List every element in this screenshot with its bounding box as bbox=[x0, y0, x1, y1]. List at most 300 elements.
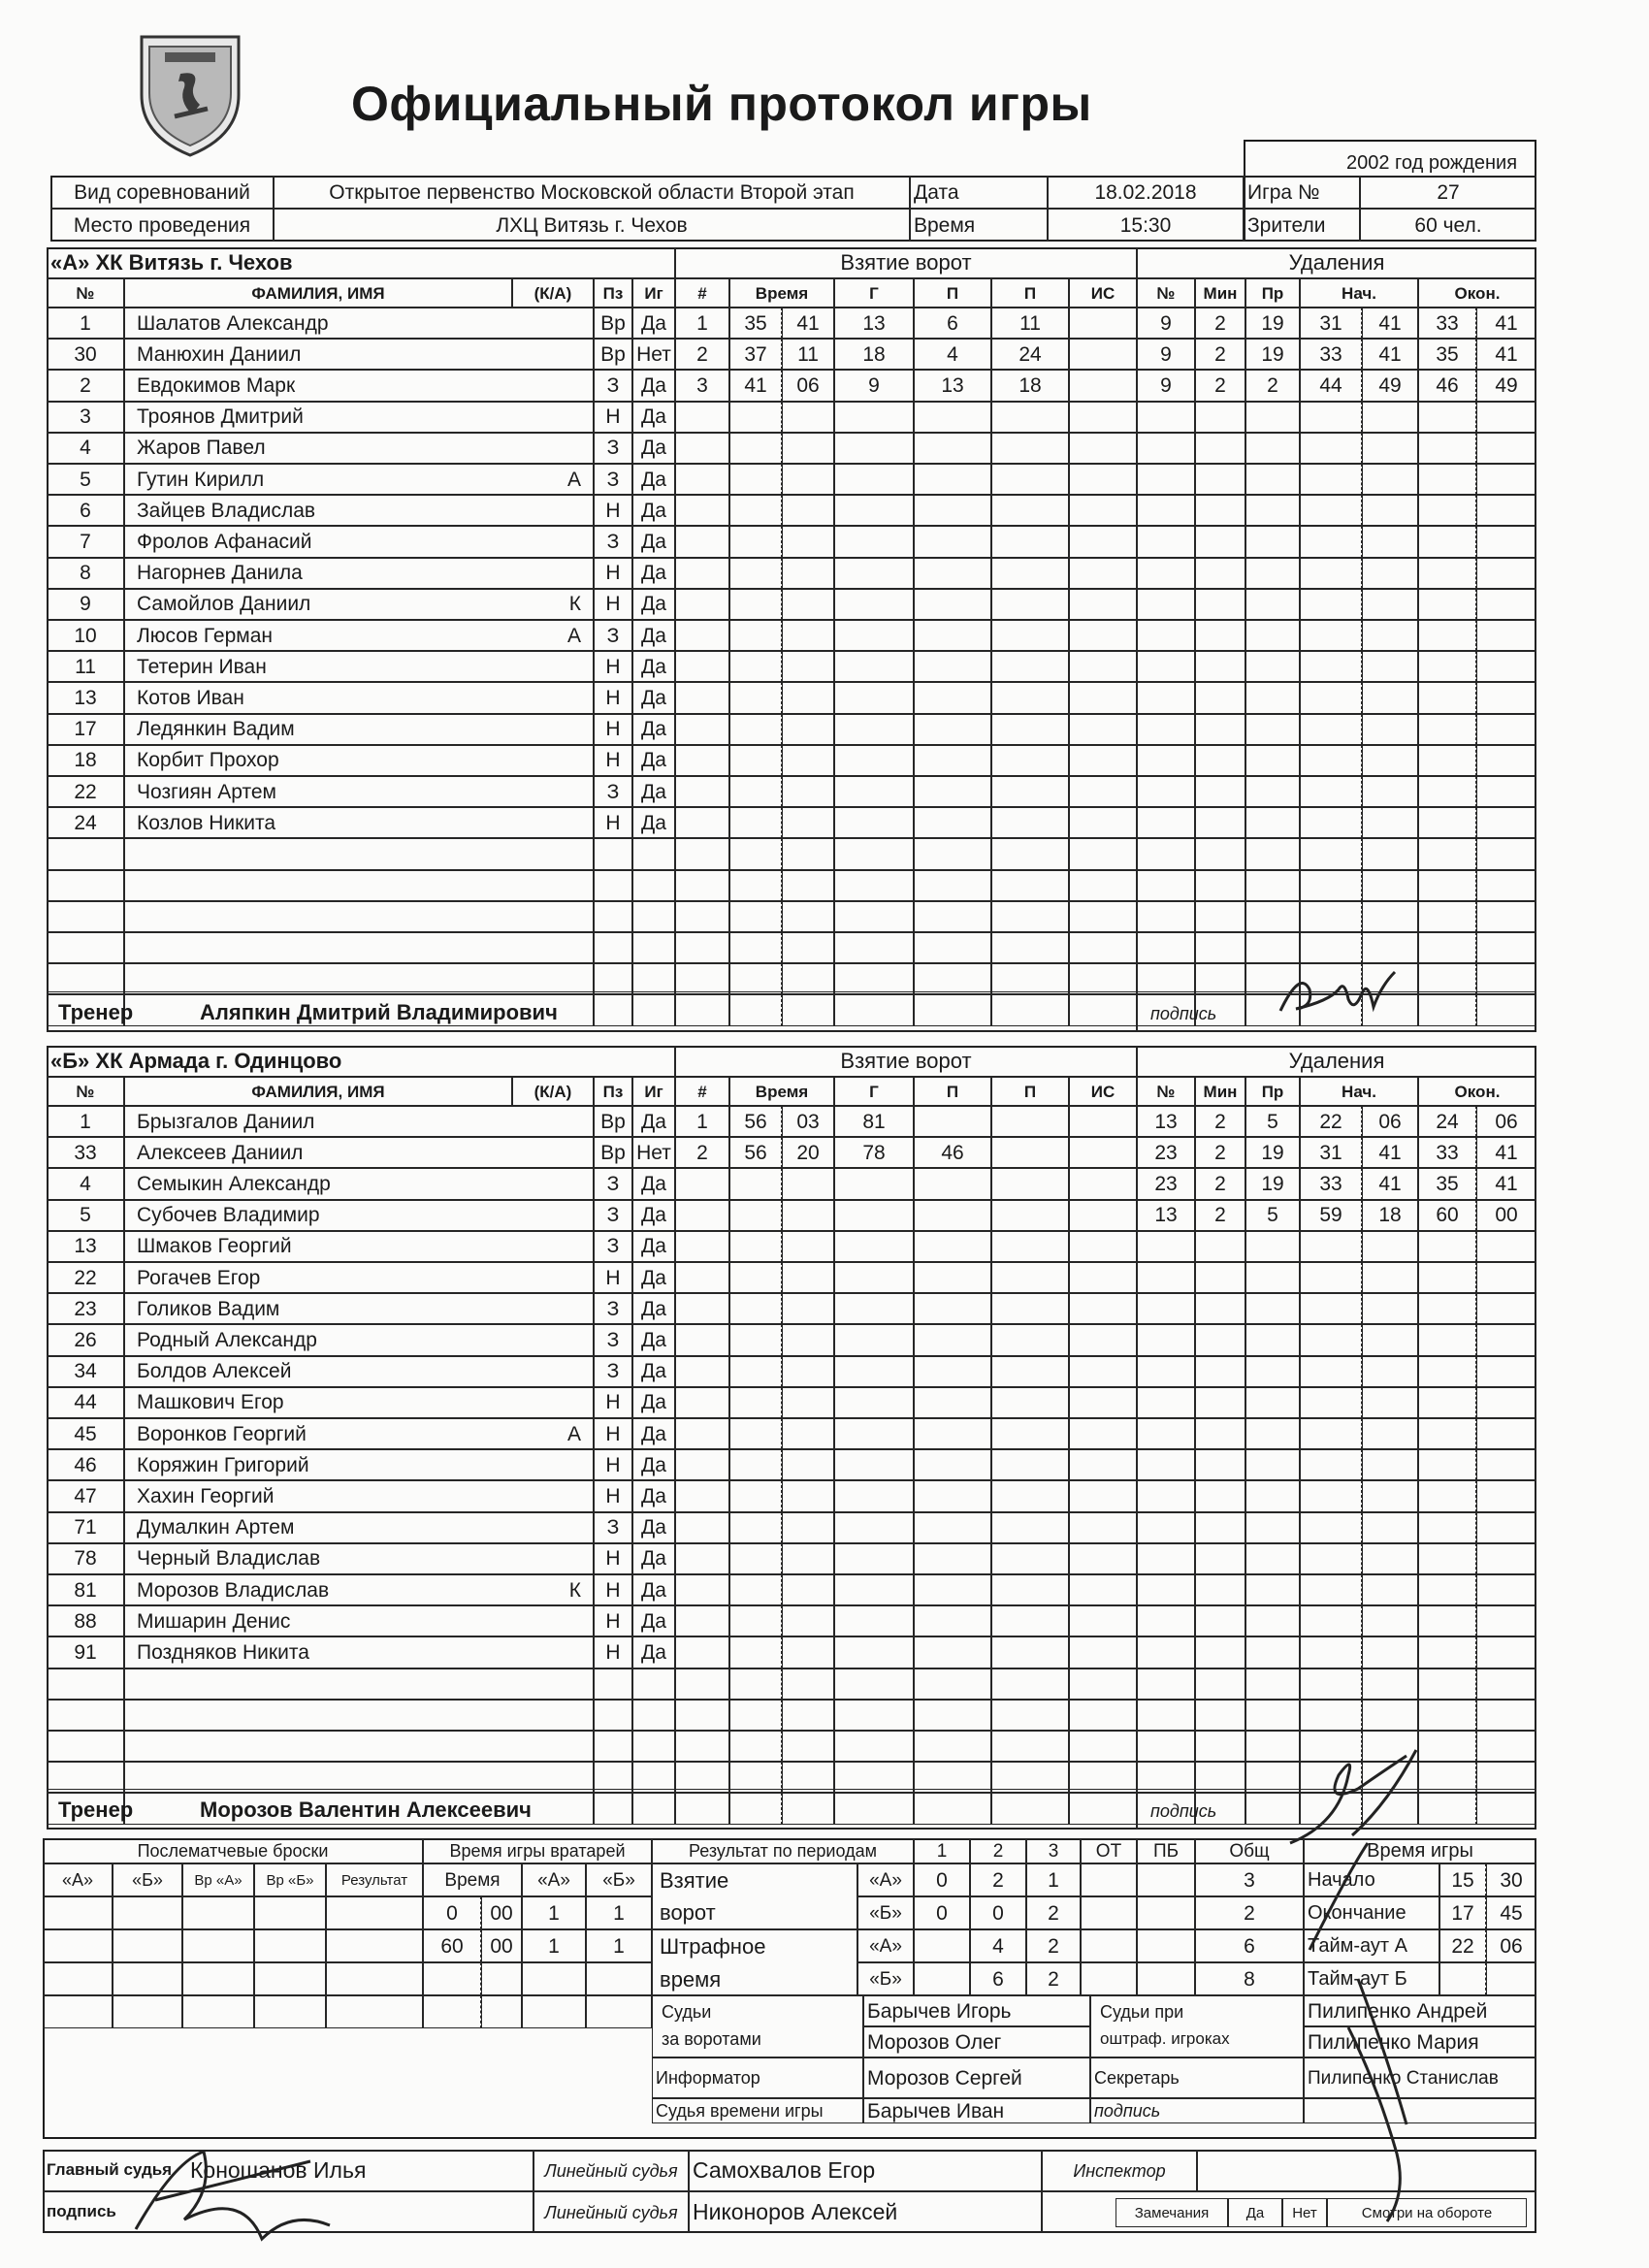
team_b-goal-assist-1 bbox=[914, 1574, 991, 1605]
team_a-pen-end-sec bbox=[1476, 963, 1536, 994]
team_a-pen-end-min bbox=[1418, 464, 1476, 495]
team_a-player-row-played: Да bbox=[632, 526, 675, 557]
team_a-pen-end-min bbox=[1418, 433, 1476, 464]
signature-main-referee bbox=[97, 2132, 369, 2249]
team_a-pen-reason bbox=[1245, 807, 1300, 838]
team_a-goal-situation bbox=[1069, 526, 1137, 557]
team_a-pen-end-sec bbox=[1476, 745, 1536, 776]
team_a-pen-player bbox=[1137, 901, 1195, 932]
team_b-pen-minutes bbox=[1195, 1262, 1245, 1293]
team_b-goal-number bbox=[675, 1605, 729, 1636]
team_b-pen-end-min bbox=[1418, 1231, 1476, 1262]
shootout-cell bbox=[254, 1896, 326, 1929]
team_b-pen-start-min: 33 bbox=[1300, 1168, 1362, 1199]
team_a-player-row-name bbox=[124, 901, 594, 932]
team_a-goal-second bbox=[782, 558, 834, 589]
team_b-goal-second bbox=[782, 1324, 834, 1355]
team_b-pen-minutes bbox=[1195, 1731, 1245, 1762]
team_a-player-row-name bbox=[124, 838, 594, 869]
team_a-goal-assist-2 bbox=[991, 402, 1069, 433]
team_b-goal-situation bbox=[1069, 1605, 1137, 1636]
team_a-player-row-number: 1 bbox=[47, 308, 124, 339]
team_a-goal-situation bbox=[1069, 651, 1137, 682]
team_a-pen-start-min bbox=[1300, 714, 1362, 745]
periods-team-label: «А» bbox=[857, 1863, 914, 1896]
team_b-player-row-played: Нет bbox=[632, 1137, 675, 1168]
team_b-player-row-name: Черный Владислав bbox=[124, 1543, 594, 1574]
team_b-pen-end-min bbox=[1418, 1293, 1476, 1324]
team_a-player-row-number: 3 bbox=[47, 402, 124, 433]
team_b-goal-number bbox=[675, 1574, 729, 1605]
team_a-player-row-position: З bbox=[594, 526, 632, 557]
team_b-goal-minute bbox=[729, 1231, 782, 1262]
team_a-goal-assist-2 bbox=[991, 526, 1069, 557]
team_b-player-row-number: 47 bbox=[47, 1480, 124, 1511]
team_b-pen-end-sec bbox=[1476, 1356, 1536, 1387]
team_a-goal-scorer bbox=[834, 620, 914, 651]
team_a-player-row-name: Котов Иван bbox=[124, 682, 594, 713]
team_b-pen-end-min: 35 bbox=[1418, 1168, 1476, 1199]
shootout-cell bbox=[43, 1995, 113, 2028]
team_a-pen-minutes bbox=[1195, 620, 1245, 651]
team_a-player-row-played bbox=[632, 901, 675, 932]
team_a-goal-situation bbox=[1069, 682, 1137, 713]
team_a-pen-end-sec bbox=[1476, 558, 1536, 589]
game-time-label: Окончание bbox=[1304, 1896, 1439, 1929]
team_b-col-goal-time: Время bbox=[729, 1077, 834, 1106]
team_a-player-row-number: 8 bbox=[47, 558, 124, 589]
team_a-goal-assist-2 bbox=[991, 558, 1069, 589]
team_a-player-row-played bbox=[632, 932, 675, 963]
team_a-goal-assist-1 bbox=[914, 963, 991, 994]
team_b-goal-situation bbox=[1069, 1449, 1137, 1480]
team_a-player-row-position bbox=[594, 838, 632, 869]
team_b-player-row-position: З bbox=[594, 1324, 632, 1355]
team_a-pen-minutes bbox=[1195, 433, 1245, 464]
shootout-title: Послематчевые броски bbox=[43, 1838, 423, 1863]
team_a-player-row-position bbox=[594, 870, 632, 901]
team_a-pen-start-min bbox=[1300, 433, 1362, 464]
team_b-player-row-position: З bbox=[594, 1231, 632, 1262]
team_a-player-row-name: Корбит Прохор bbox=[124, 745, 594, 776]
team_a-pen-start-sec bbox=[1362, 558, 1418, 589]
team_b-goal-assist-2 bbox=[991, 1543, 1069, 1574]
goalie-time-cell: 1 bbox=[586, 1896, 652, 1929]
team_b-goal-situation bbox=[1069, 1106, 1137, 1137]
team_a-player-row-number: 10 bbox=[47, 620, 124, 651]
team_b-pen-minutes bbox=[1195, 1387, 1245, 1418]
team_a-pen-start-min bbox=[1300, 838, 1362, 869]
team_a-pen-start-sec bbox=[1362, 526, 1418, 557]
team_a-player-row-position bbox=[594, 932, 632, 963]
team_b-goal-assist-2 bbox=[991, 1387, 1069, 1418]
goalie-time-cell bbox=[481, 1962, 522, 1995]
team_b-goal-assist-1 bbox=[914, 1605, 991, 1636]
team_b-player-row-played: Да bbox=[632, 1574, 675, 1605]
team_b-goal-assist-1 bbox=[914, 1231, 991, 1262]
team_b-goal-minute: 56 bbox=[729, 1106, 782, 1137]
team_b-goal-number bbox=[675, 1731, 729, 1762]
shootout-col-4: Результат bbox=[326, 1863, 423, 1896]
team_b-player-row-number: 4 bbox=[47, 1168, 124, 1199]
team_a-player-row-number: 9 bbox=[47, 589, 124, 620]
team_a-pen-start-min bbox=[1300, 901, 1362, 932]
team_a-goal-situation bbox=[1069, 807, 1137, 838]
team_a-player-row-name: Чозгиян Артем bbox=[124, 776, 594, 807]
team_b-goal-assist-1 bbox=[914, 1262, 991, 1293]
venue-label: Место проведения bbox=[50, 209, 274, 242]
remarks-no: Нет bbox=[1282, 2198, 1327, 2227]
periods-col-1: 2 bbox=[970, 1838, 1026, 1863]
team_b-goal-situation bbox=[1069, 1168, 1137, 1199]
team_a-pen-start-min bbox=[1300, 464, 1362, 495]
team_b-col-assist-2: П bbox=[991, 1077, 1069, 1106]
shootout-cell bbox=[326, 1962, 423, 1995]
team_b-pen-minutes bbox=[1195, 1449, 1245, 1480]
team_a-pen-minutes bbox=[1195, 714, 1245, 745]
team_b-col-pos: Пз bbox=[594, 1077, 632, 1106]
team_a-pen-end-sec bbox=[1476, 807, 1536, 838]
team_b-player-row-played: Да bbox=[632, 1543, 675, 1574]
team_a-goal-assist-1 bbox=[914, 870, 991, 901]
team_b-player-row-position bbox=[594, 1669, 632, 1700]
team_a-player-row-played: Да bbox=[632, 682, 675, 713]
team_a-player-row-name bbox=[124, 932, 594, 963]
team_b-player-row-position: З bbox=[594, 1512, 632, 1543]
team_a-goal-assist-2 bbox=[991, 589, 1069, 620]
team_a-goal-number bbox=[675, 558, 729, 589]
team_a-goal-situation bbox=[1069, 620, 1137, 651]
team_b-player-row-played: Да bbox=[632, 1512, 675, 1543]
goalie-time-col-a: «А» bbox=[522, 1863, 586, 1896]
team_b-player-row-number: 81 bbox=[47, 1574, 124, 1605]
team_b-pen-reason bbox=[1245, 1480, 1300, 1511]
team_a-pen-start-min: 31 bbox=[1300, 308, 1362, 339]
team_a-pen-end-min: 46 bbox=[1418, 370, 1476, 401]
team_b-goal-number: 1 bbox=[675, 1106, 729, 1137]
team_b-pen-minutes bbox=[1195, 1636, 1245, 1668]
team_b-goal-second bbox=[782, 1574, 834, 1605]
team_a-goal-assist-1 bbox=[914, 620, 991, 651]
goalie-time-cell bbox=[522, 1995, 586, 2028]
periods-pim-label: Штрафное bbox=[660, 1934, 766, 1959]
team_a-col-goal-num: # bbox=[675, 278, 729, 308]
shootout-cell bbox=[326, 1995, 423, 2028]
team_a-goal-minute bbox=[729, 807, 782, 838]
team_a-player-row-position: Н bbox=[594, 682, 632, 713]
team_b-goal-second bbox=[782, 1356, 834, 1387]
team_a-pen-start-min bbox=[1300, 870, 1362, 901]
team_a-team-name: «А» ХК Витязь г. Чехов bbox=[47, 247, 675, 278]
team_a-goal-number bbox=[675, 838, 729, 869]
team_a-col-no: № bbox=[47, 278, 124, 308]
team_b-goal-scorer bbox=[834, 1636, 914, 1668]
team_b-player-row-name: Думалкин Артем bbox=[124, 1512, 594, 1543]
team_b-pen-player bbox=[1137, 1293, 1195, 1324]
team_a-goal-assist-1 bbox=[914, 838, 991, 869]
team_a-pen-player bbox=[1137, 495, 1195, 526]
team_b-pen-start-sec bbox=[1362, 1356, 1418, 1387]
team_a-goal-minute bbox=[729, 433, 782, 464]
team_a-pen-start-min bbox=[1300, 807, 1362, 838]
team_a-goal-situation bbox=[1069, 339, 1137, 370]
team_a-goal-minute bbox=[729, 464, 782, 495]
team_b-coach-label: Тренер bbox=[58, 1798, 134, 1822]
team_a-pen-start-min bbox=[1300, 745, 1362, 776]
periods-col-2: 3 bbox=[1026, 1838, 1081, 1863]
team_a-pen-end-sec bbox=[1476, 870, 1536, 901]
team_b-pen-end-min bbox=[1418, 1512, 1476, 1543]
team_a-col-goal-time: Время bbox=[729, 278, 834, 308]
team_a-pen-end-sec bbox=[1476, 464, 1536, 495]
team_b-goal-situation bbox=[1069, 1669, 1137, 1700]
team_b-player-row-position: Вр bbox=[594, 1137, 632, 1168]
team_b-player-row-played bbox=[632, 1700, 675, 1731]
league-logo bbox=[136, 27, 244, 159]
team_b-pen-reason: 5 bbox=[1245, 1106, 1300, 1137]
periods-goals_a-cell bbox=[1137, 1863, 1195, 1896]
team_a-goal-number bbox=[675, 807, 729, 838]
team_a-goal-second bbox=[782, 870, 834, 901]
team_b-pen-end-min bbox=[1418, 1480, 1476, 1511]
team_b-col-name: ФАМИЛИЯ, ИМЯ bbox=[124, 1077, 512, 1106]
team_b-pen-end-min bbox=[1418, 1418, 1476, 1449]
team_a-player-row-number: 24 bbox=[47, 807, 124, 838]
team_b-pen-reason bbox=[1245, 1231, 1300, 1262]
team_a-goal-assist-1: 6 bbox=[914, 308, 991, 339]
team_a-player-row-number: 2 bbox=[47, 370, 124, 401]
team_b-player-row-played: Да bbox=[632, 1387, 675, 1418]
team_b-pen-start-sec bbox=[1362, 1231, 1418, 1262]
team_b-pen-player bbox=[1137, 1731, 1195, 1762]
team_b-goal-second bbox=[782, 1418, 834, 1449]
team_a-pen-start-min bbox=[1300, 589, 1362, 620]
team_b-player-row-played bbox=[632, 1731, 675, 1762]
team_a-player-row-name: Козлов Никита bbox=[124, 807, 594, 838]
team_b-goal-assist-2 bbox=[991, 1324, 1069, 1355]
shootout-col-2: Вр «А» bbox=[182, 1863, 254, 1896]
team_b-goal-assist-2 bbox=[991, 1418, 1069, 1449]
game-time-hours: 17 bbox=[1439, 1896, 1486, 1929]
team_a-goal-minute bbox=[729, 838, 782, 869]
team_b-player-row-name: Поздняков Никита bbox=[124, 1636, 594, 1668]
periods-goals_b-cell: 2 bbox=[1195, 1896, 1304, 1929]
team_b-pen-reason bbox=[1245, 1324, 1300, 1355]
team_b-pen-minutes bbox=[1195, 1324, 1245, 1355]
team_b-player-row-number: 71 bbox=[47, 1512, 124, 1543]
team_b-player-row-name: Шмаков Георгий bbox=[124, 1231, 594, 1262]
team_b-penalties-title: Удаления bbox=[1137, 1046, 1536, 1077]
team_b-pen-end-min bbox=[1418, 1543, 1476, 1574]
team_a-player-row-number: 11 bbox=[47, 651, 124, 682]
team_b-goal-minute bbox=[729, 1636, 782, 1668]
team_b-pen-start-sec bbox=[1362, 1636, 1418, 1668]
team_b-pen-end-min bbox=[1418, 1356, 1476, 1387]
team_b-goal-scorer bbox=[834, 1449, 914, 1480]
team_b-goal-assist-1 bbox=[914, 1512, 991, 1543]
team_a-goal-assist-1: 4 bbox=[914, 339, 991, 370]
team_a-pen-end-sec bbox=[1476, 714, 1536, 745]
goalie-time-cell: 1 bbox=[522, 1929, 586, 1962]
team_a-goal-situation bbox=[1069, 963, 1137, 994]
team_a-player-row-position: З bbox=[594, 464, 632, 495]
team_a-pen-start-min: 33 bbox=[1300, 339, 1362, 370]
team_a-player-row-number bbox=[47, 870, 124, 901]
team_a-penalties-title: Удаления bbox=[1137, 247, 1536, 278]
team_a-pen-minutes bbox=[1195, 402, 1245, 433]
team_a-goal-assist-2 bbox=[991, 620, 1069, 651]
team_b-pen-reason bbox=[1245, 1636, 1300, 1668]
periods-col-5: Общ bbox=[1195, 1838, 1304, 1863]
team_a-col-pen-reason: Пр bbox=[1245, 278, 1300, 308]
team_b-goal-situation bbox=[1069, 1231, 1137, 1262]
main-referee-signature-label: подпись bbox=[47, 2202, 116, 2220]
team_b-pen-player bbox=[1137, 1231, 1195, 1262]
team_a-col-pos: Пз bbox=[594, 278, 632, 308]
team_b-pen-reason bbox=[1245, 1543, 1300, 1574]
team_a-goal-minute bbox=[729, 901, 782, 932]
team_a-goal-assist-2 bbox=[991, 932, 1069, 963]
team_a-pen-reason: 19 bbox=[1245, 339, 1300, 370]
team_a-goal-assist-1 bbox=[914, 932, 991, 963]
remarks-see-back: Смотри на обороте bbox=[1327, 2198, 1527, 2227]
team_a-goal-second bbox=[782, 526, 834, 557]
game-time-hours: 22 bbox=[1439, 1929, 1486, 1962]
team_a-pen-start-min bbox=[1300, 776, 1362, 807]
team_a-player-row-number bbox=[47, 838, 124, 869]
team_b-pen-end-sec bbox=[1476, 1574, 1536, 1605]
team_a-pen-reason bbox=[1245, 495, 1300, 526]
team_b-pen-end-min bbox=[1418, 1387, 1476, 1418]
penalty-judges-label-2: оштраф. игроках bbox=[1100, 2029, 1230, 2048]
team_b-goal-second bbox=[782, 1293, 834, 1324]
team_b-goal-assist-2 bbox=[991, 1636, 1069, 1668]
time-label: Время bbox=[910, 209, 1048, 242]
team_b-pen-start-min bbox=[1300, 1669, 1362, 1700]
team_a-pen-end-sec bbox=[1476, 526, 1536, 557]
team_a-player-row-number: 13 bbox=[47, 682, 124, 713]
team_b-goal-assist-1 bbox=[914, 1200, 991, 1231]
team_a-pen-end-sec bbox=[1476, 651, 1536, 682]
shootout-cell bbox=[43, 1929, 113, 1962]
team_a-goal-second bbox=[782, 682, 834, 713]
team_a-col-name: ФАМИЛИЯ, ИМЯ bbox=[124, 278, 512, 308]
team_a-pen-minutes bbox=[1195, 464, 1245, 495]
team_b-goal-assist-1 bbox=[914, 1480, 991, 1511]
team_a-pen-end-min bbox=[1418, 495, 1476, 526]
team_b-goal-minute bbox=[729, 1168, 782, 1199]
team_a-pen-end-sec bbox=[1476, 776, 1536, 807]
team_a-pen-player: 9 bbox=[1137, 339, 1195, 370]
goalie-time-cell: 00 bbox=[481, 1929, 522, 1962]
team_a-player-row-name: Жаров Павел bbox=[124, 433, 594, 464]
team_a-pen-end-min bbox=[1418, 932, 1476, 963]
team_b-goal-scorer bbox=[834, 1512, 914, 1543]
team_a-goal-assist-1 bbox=[914, 807, 991, 838]
team_b-goal-scorer: 78 bbox=[834, 1137, 914, 1168]
team_a-goal-assist-1 bbox=[914, 558, 991, 589]
team_b-pen-end-min: 24 bbox=[1418, 1106, 1476, 1137]
team_b-goal-minute bbox=[729, 1605, 782, 1636]
team_b-pen-player bbox=[1137, 1605, 1195, 1636]
team_b-player-row-name: Машкович Егор bbox=[124, 1387, 594, 1418]
team_b-pen-player bbox=[1137, 1512, 1195, 1543]
periods-pim_b-cell: 2 bbox=[1026, 1962, 1081, 1995]
team_b-player-row-name bbox=[124, 1731, 594, 1762]
shootout-cell bbox=[113, 1929, 182, 1962]
team_a-player-row-number: 6 bbox=[47, 495, 124, 526]
team_a-pen-player bbox=[1137, 963, 1195, 994]
team_a-goal-minute bbox=[729, 682, 782, 713]
team_b-pen-start-min bbox=[1300, 1543, 1362, 1574]
team_b-pen-start-sec bbox=[1362, 1480, 1418, 1511]
team_b-goal-second bbox=[782, 1231, 834, 1262]
periods-team-label: «Б» bbox=[857, 1896, 914, 1929]
team_b-player-row-name: Коряжин Григорий bbox=[124, 1449, 594, 1480]
spectators-label: Зрители bbox=[1244, 209, 1360, 242]
team_a-goal-minute: 41 bbox=[729, 370, 782, 401]
game-time-title: Время игры bbox=[1304, 1838, 1536, 1863]
goalie-time-cell bbox=[423, 1995, 481, 2028]
team_b-pen-end-sec bbox=[1476, 1512, 1536, 1543]
shootout-cell bbox=[182, 1962, 254, 1995]
team_b-pen-player bbox=[1137, 1418, 1195, 1449]
team_a-pen-start-sec bbox=[1362, 464, 1418, 495]
team_b-pen-end-sec: 41 bbox=[1476, 1168, 1536, 1199]
team_b-goal-minute bbox=[729, 1324, 782, 1355]
periods-goals_b-cell: 0 bbox=[914, 1896, 970, 1929]
team_a-pen-reason bbox=[1245, 464, 1300, 495]
team_b-goal-number bbox=[675, 1669, 729, 1700]
team_b-player-row-played: Да bbox=[632, 1418, 675, 1449]
team_a-goal-minute bbox=[729, 714, 782, 745]
team_b-player-row-name: Семыкин Александр bbox=[124, 1168, 594, 1199]
team_a-pen-player bbox=[1137, 526, 1195, 557]
team_b-player-row-name: Субочев Владимир bbox=[124, 1200, 594, 1231]
team_b-player-row-captaincy: К bbox=[568, 1578, 581, 1602]
goalie-time-cell: 1 bbox=[586, 1929, 652, 1962]
team_a-pen-player bbox=[1137, 682, 1195, 713]
team_b-goal-situation bbox=[1069, 1512, 1137, 1543]
team_a-pen-end-min bbox=[1418, 901, 1476, 932]
team_b-player-row-played: Да bbox=[632, 1324, 675, 1355]
periods-team-label: «А» bbox=[857, 1929, 914, 1962]
team_a-player-row-played: Нет bbox=[632, 339, 675, 370]
team_b-player-row-number: 23 bbox=[47, 1293, 124, 1324]
team_a-pen-player bbox=[1137, 932, 1195, 963]
team_a-goal-situation bbox=[1069, 464, 1137, 495]
team_a-goal-assist-1 bbox=[914, 776, 991, 807]
team_b-goal-assist-1 bbox=[914, 1168, 991, 1199]
team_a-player-row-number: 22 bbox=[47, 776, 124, 807]
team_b-goal-assist-2 bbox=[991, 1605, 1069, 1636]
team_b-player-row-name: Брызгалов Даниил bbox=[124, 1106, 594, 1137]
team_b-pen-start-min bbox=[1300, 1449, 1362, 1480]
team_a-player-row-position: З bbox=[594, 370, 632, 401]
periods-pim_b-cell: 8 bbox=[1195, 1962, 1304, 1995]
team_b-player-row-number: 1 bbox=[47, 1106, 124, 1137]
team_a-col-assist-2: П bbox=[991, 278, 1069, 308]
team_b-goal-number bbox=[675, 1356, 729, 1387]
periods-goals-label-2: ворот bbox=[660, 1900, 716, 1925]
shootout-col-1: «Б» bbox=[113, 1863, 182, 1896]
periods-goals_a-cell: 1 bbox=[1026, 1863, 1081, 1896]
team_b-goal-second: 03 bbox=[782, 1106, 834, 1137]
team_a-pen-start-min bbox=[1300, 402, 1362, 433]
team_b-pen-end-sec: 00 bbox=[1476, 1200, 1536, 1231]
team_b-goal-minute bbox=[729, 1700, 782, 1731]
team_b-goal-scorer bbox=[834, 1700, 914, 1731]
